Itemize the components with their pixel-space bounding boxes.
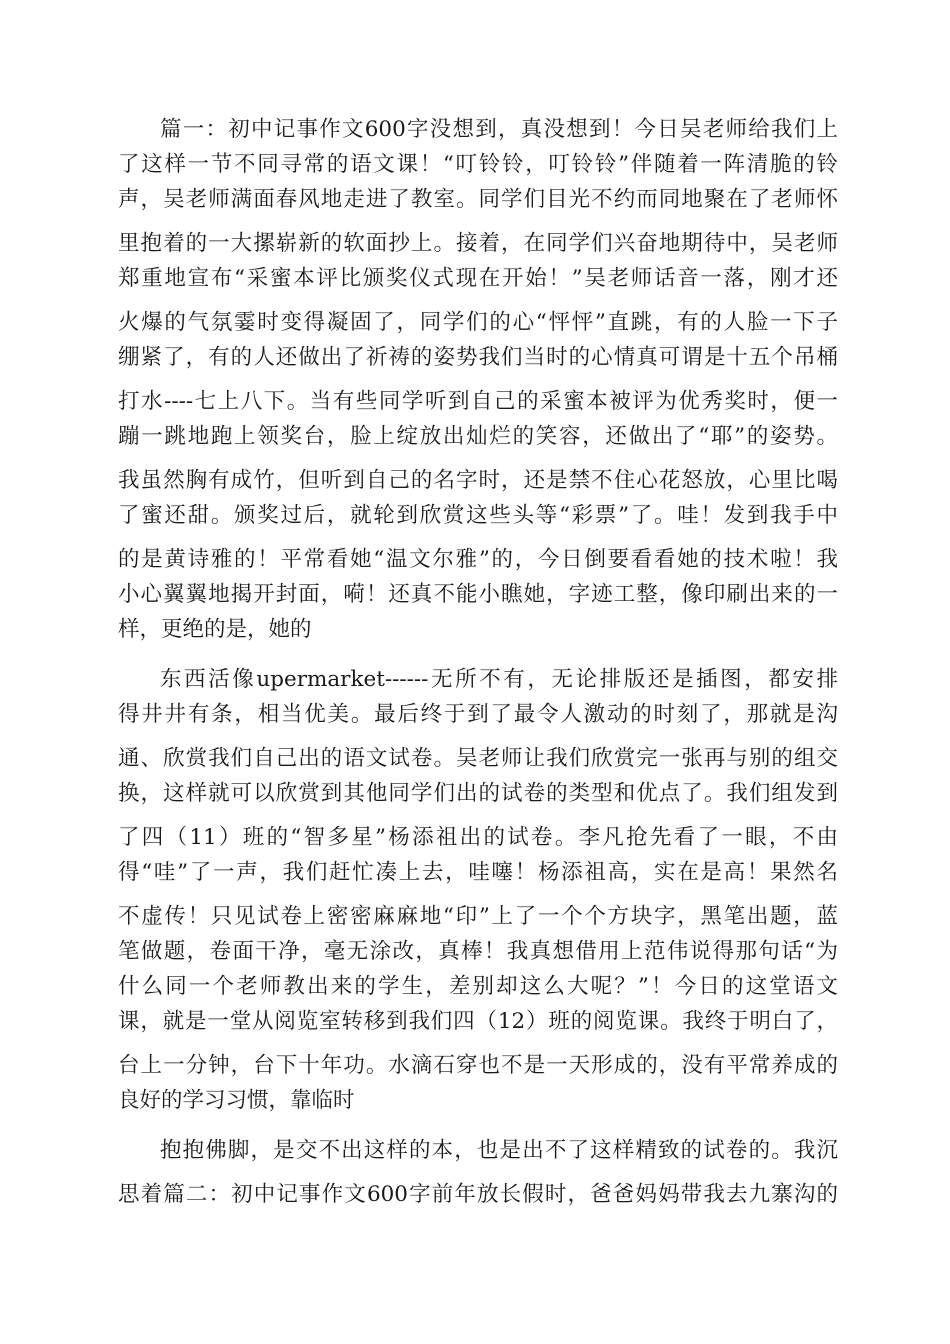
text-line: 了蜜还甜。颁奖过后，就轮到欣赏这些头等“彩票”了。哇！发到我手中 — [118, 503, 838, 528]
text-line: 抱抱佛脚，是交不出这样的本，也是出不了这样精致的试卷的。我沉 — [160, 1138, 838, 1163]
text-line: 得井井有条，相当优美。最后终于到了最令人激动的时刻了，那就是沟 — [118, 702, 838, 727]
text-line: 绷紧了，有的人还做出了祈祷的姿势我们当时的心情真可谓是十五个吊桶 — [118, 345, 838, 370]
text-line: 得“哇”了一声，我们赶忙凑上去，哇噻！杨添祖高，实在是高！果然名 — [118, 860, 838, 885]
text-line: 样，更绝的是，她的 — [118, 617, 312, 642]
text-line: 蹦一跳地跑上领奖台，脸上绽放出灿烂的笑容，还做出了“耶”的姿势。 — [118, 424, 838, 449]
text-line: 台上一分钟，台下十年功。水滴石穿也不是一天形成的，没有平常养成的 — [118, 1053, 838, 1078]
text-line: 良好的学习习惯，靠临时 — [118, 1088, 355, 1113]
text-line: 的是黄诗雅的！平常看她“温文尔雅”的，今日倒要看看她的技术啦！我 — [118, 547, 838, 572]
text-line: 声，吴老师满面春风地走进了教室。同学们目光不约而同地聚在了老师怀 — [118, 187, 838, 212]
text-line: 通、欣赏我们自己出的语文试卷。吴老师让我们欣赏完一张再与别的组交 — [118, 746, 838, 771]
text-line: 了这样一节不同寻常的语文课！“叮铃铃，叮铃铃”伴随着一阵清脆的铃 — [118, 152, 838, 177]
text-line: 郑重地宣布“采蜜本评比颁奖仪式现在开始！”吴老师话音一落，刚才还 — [118, 266, 838, 291]
text-line: 东西活像upermarket------无所不有，无论排版还是插图，都安排 — [160, 667, 838, 692]
text-line: 什么同一个老师教出来的学生，差别却这么大呢？”！今日的这堂语文 — [118, 974, 838, 999]
text-line: 思着篇二：初中记事作文600字前年放长假时，爸爸妈妈带我去九寨沟的 — [118, 1182, 838, 1207]
text-line: 课，就是一堂从阅览室转移到我们四（12）班的阅览课。我终于明白了， — [118, 1009, 838, 1034]
text-line: 换，这样就可以欣赏到其他同学们出的试卷的类型和优点了。我们组发到 — [118, 781, 838, 806]
text-line: 火爆的气氛霎时变得凝固了，同学们的心“怦怦”直跳，有的人脸一下子 — [118, 310, 838, 335]
text-line: 打水----七上八下。当有些同学听到自己的采蜜本被评为优秀奖时，便一 — [118, 389, 838, 414]
text-line: 篇一：初中记事作文600字没想到，真没想到！今日吴老师给我们上 — [160, 117, 838, 142]
text-line: 小心翼翼地揭开封面，嗬！还真不能小瞧她，字迹工整，像印刷出来的一 — [118, 582, 838, 607]
text-line: 笔做题，卷面干净，毫无涂改，真棒！我真想借用上范伟说得那句话“为 — [118, 939, 838, 964]
text-line: 了四（11）班的“智多星”杨添祖出的试卷。李凡抢先看了一眼，不由 — [118, 825, 838, 850]
text-line: 里抱着的一大摞崭新的软面抄上。接着，在同学们兴奋地期待中，吴老师 — [118, 231, 838, 256]
text-line: 不虚传！只见试卷上密密麻麻地“印”上了一个个方块字，黑笔出题，蓝 — [118, 904, 838, 929]
text-line: 我虽然胸有成竹，但听到自己的名字时，还是禁不住心花怒放，心里比喝 — [118, 468, 838, 493]
